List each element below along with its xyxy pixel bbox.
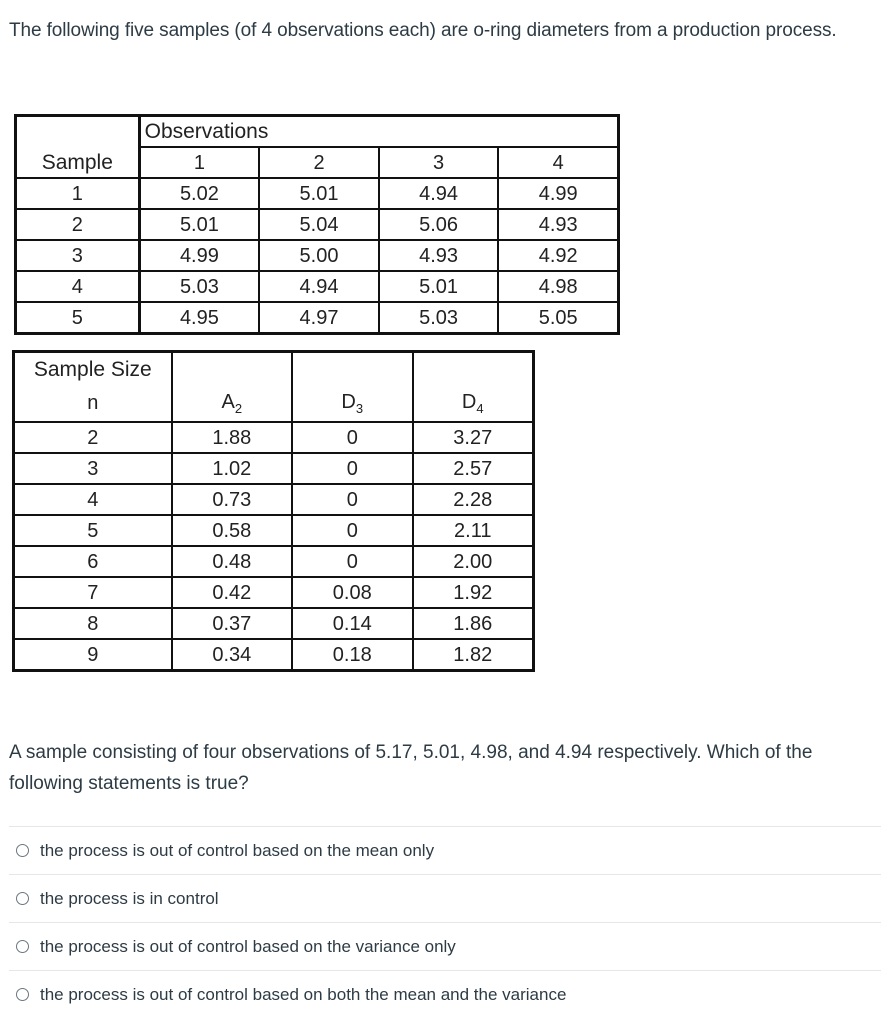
sample-size-header: Sample Size xyxy=(14,352,172,386)
d3-value: 0 xyxy=(292,422,412,453)
n-value: 8 xyxy=(14,608,172,639)
radio-button[interactable] xyxy=(16,892,29,905)
table-cell: 5.01 xyxy=(139,209,259,240)
a2-value: 0.48 xyxy=(172,546,292,577)
a2-value: 0.58 xyxy=(172,515,292,546)
n-value: 4 xyxy=(14,484,172,515)
a2-value: 0.42 xyxy=(172,577,292,608)
radio-button[interactable] xyxy=(16,940,29,953)
table-row xyxy=(14,515,534,546)
d4-value: 2.00 xyxy=(413,546,534,577)
d3-value: 0 xyxy=(292,515,412,546)
a2-header: $A_2$ xyxy=(172,385,292,422)
answer-option[interactable] xyxy=(9,874,881,922)
table-cell: 5.04 xyxy=(259,209,379,240)
table-cell: 4.95 xyxy=(179,306,219,329)
d4-value: 2.57 xyxy=(413,453,534,484)
table-row xyxy=(16,302,619,334)
table-row xyxy=(16,209,619,240)
radio-button[interactable] xyxy=(16,844,29,857)
n-value: 2 xyxy=(14,422,172,453)
n-value: 6 xyxy=(14,546,172,577)
obs-header-4: 4 xyxy=(498,147,618,178)
sample-number: 1 xyxy=(16,178,140,209)
radio-button[interactable] xyxy=(16,988,29,1001)
d4-value: 2.28 xyxy=(413,484,534,515)
table-cell: 4.92 xyxy=(498,240,618,271)
n-value: 5 xyxy=(14,515,172,546)
d4-value: 1.92 xyxy=(413,577,534,608)
table-row xyxy=(14,577,534,608)
table-cell: 5.05 xyxy=(498,302,618,334)
d3-value: 0.14 xyxy=(292,608,412,639)
sample-number: 2 xyxy=(16,209,140,240)
table-cell: 4.93 xyxy=(379,240,499,271)
table-row xyxy=(14,453,534,484)
intro-text: The following five samples (of 4 observations each) are o-ring diameters from a production process. xyxy=(9,20,837,41)
n-value: 7 xyxy=(14,577,172,608)
a2-value: 0.37 xyxy=(172,608,292,639)
table-row xyxy=(14,639,534,671)
obs-header-2: 2 xyxy=(259,147,379,178)
n-value: 3 xyxy=(14,453,172,484)
d3-value: 0 xyxy=(292,484,412,515)
a2-value: 1.02 xyxy=(172,453,292,484)
d3-value: 0.08 xyxy=(292,577,412,608)
obs-header-1: 1 xyxy=(139,147,259,178)
obs-header-3: 3 xyxy=(379,147,499,178)
option-label: the process is in control xyxy=(40,888,219,908)
question-text: A sample consisting of four observations of 5.17, 5.01, 4.98, and 4.94 respectively. Which of the following statements is true? xyxy=(9,742,813,794)
table-cell: 5.01 xyxy=(379,271,499,302)
d3-value: 0.18 xyxy=(292,639,412,671)
d3-value: 0 xyxy=(292,546,412,577)
table-cell: 5.03 xyxy=(379,302,499,334)
answer-option[interactable] xyxy=(9,922,881,970)
table-row xyxy=(16,178,619,209)
table-cell: 5.01 xyxy=(259,178,379,209)
table-cell: 4.94 xyxy=(259,271,379,302)
a2-value: 0.73 xyxy=(172,484,292,515)
table-row xyxy=(16,240,619,271)
table-cell: 4.98 xyxy=(498,271,618,302)
table-cell: 4.97 xyxy=(259,302,379,334)
table-cell: 5.00 xyxy=(259,240,379,271)
option-label: the process is out of control based on the mean only xyxy=(40,840,435,860)
table-row xyxy=(14,422,534,453)
table-cell: 4.99 xyxy=(139,240,259,271)
option-label: the process is out of control based on both the mean and the variance xyxy=(40,984,567,1004)
d4-header: $D_4$ xyxy=(413,385,534,422)
sample-number: 5 xyxy=(16,302,140,334)
d4-value: 1.86 xyxy=(413,608,534,639)
sample-number: 4 xyxy=(16,271,140,302)
option-label: the process is out of control based on the variance only xyxy=(40,936,456,956)
sample-header: Sample xyxy=(16,147,140,178)
sample-number: 3 xyxy=(16,240,140,271)
table-row xyxy=(14,546,534,577)
d4-value: 1.82 xyxy=(413,639,534,671)
n-header: n xyxy=(14,385,172,422)
table-cell: 4.94 xyxy=(379,178,499,209)
table-cell: 4.99 xyxy=(498,178,618,209)
table-cell: 5.02 xyxy=(139,178,259,209)
d3-value: 0 xyxy=(292,453,412,484)
d3-header: $D_3$ xyxy=(292,385,412,422)
observations-header: Observations xyxy=(139,116,618,148)
table-row xyxy=(16,271,619,302)
a2-value: 0.34 xyxy=(212,643,252,666)
table-row xyxy=(14,484,534,515)
d4-value: 2.11 xyxy=(413,515,534,546)
control-factors-table xyxy=(12,350,535,672)
n-value: 9 xyxy=(14,639,172,671)
d4-value: 3.27 xyxy=(413,422,534,453)
observations-table xyxy=(14,114,620,335)
a2-value: 1.88 xyxy=(172,422,292,453)
table-cell: 5.06 xyxy=(379,209,499,240)
answer-options xyxy=(9,826,881,1018)
answer-option[interactable] xyxy=(9,826,881,874)
table-row xyxy=(14,608,534,639)
table-cell: 4.93 xyxy=(498,209,618,240)
table-cell: 5.03 xyxy=(139,271,259,302)
answer-option[interactable] xyxy=(9,970,881,1018)
